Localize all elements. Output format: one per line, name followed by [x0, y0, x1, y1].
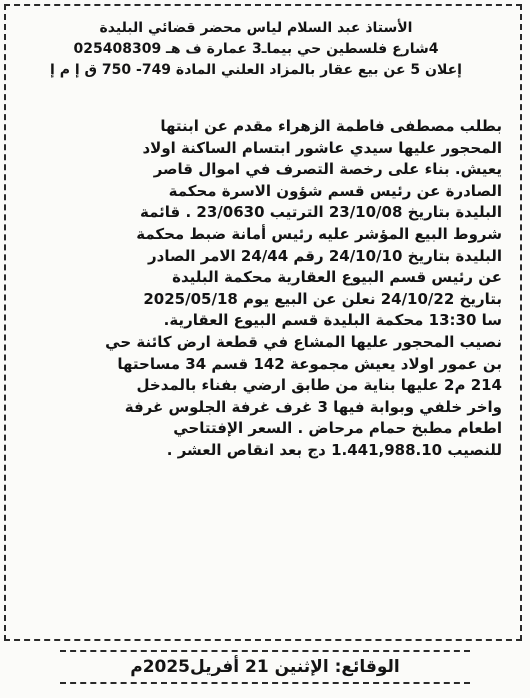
- bailiff-name-line: الأستاذ عبد السلام لياس محضر قضائي البليدة: [99, 20, 413, 36]
- newspaper-footer: [60, 650, 470, 684]
- body-line: نصيب المحجور عليها المشاع في قطعة ارض كائنة حي: [105, 332, 502, 351]
- body-line: 214 م2 عليها بناية من طابق ارضي بفناء بالمدخل: [136, 376, 502, 395]
- newspaper-name-date: الوقائع: الإثنين 21 أفريل2025م: [130, 657, 400, 677]
- notice-title-line: إعلان 5 عن بيع عقار بالمزاد العلني المادة 749- 750 ق إ م إ: [50, 62, 462, 78]
- body-line: اطعام مطبخ حمام مرحاض . السعر الإفتتاحي: [173, 419, 502, 438]
- body-line: بتاريخ 24/10/22 نعلن عن البيع يوم 2025/05/18: [143, 289, 502, 308]
- body-line: سا 13:30 محكمة البليدة قسم البيوع العقارية.: [163, 311, 502, 330]
- notice-body: [40, 116, 502, 462]
- body-line: الصادرة عن رئيس قسم شؤون الاسرة محكمة: [168, 181, 502, 200]
- body-line: بطلب مصطفى فاطمة الزهراء مقدم عن ابنتها: [160, 117, 502, 135]
- body-line: شروط البيع المؤشر عليه رئيس أمانة ضبط محكمة: [136, 224, 502, 243]
- body-line: المحجور عليها سيدي عاشور ابتسام الساكنة اولاد: [142, 138, 502, 157]
- body-line: البليدة بتاريخ 23/10/08 الترتيب 23/0630 . قائمة: [140, 203, 502, 222]
- body-line: عن رئيس قسم البيوع العقارية محكمة البليدة: [172, 268, 502, 287]
- body-line: بن عمور اولاد يعيش مجموعة 142 قسم 34 مساحتها: [117, 354, 502, 373]
- notice-header: [36, 18, 476, 81]
- body-line: واخر خلفي وبوابة فيها 3 غرف غرفة الجلوس غرفة: [124, 397, 502, 416]
- body-line: يعيش. بناء على رخصة التصرف في اموال قاصر: [153, 160, 502, 179]
- body-line: للنصيب 1.441,988.10 دج بعد انقاص العشر .: [166, 440, 502, 459]
- auction-notice-box: [4, 4, 522, 641]
- body-line: البليدة بتاريخ 24/10/10 رقم 24/44 الامر الصادر: [148, 246, 502, 265]
- bailiff-address-line: 4شارع فلسطين حي بيماـ3 عمارة ف هـ 025408309: [73, 41, 439, 57]
